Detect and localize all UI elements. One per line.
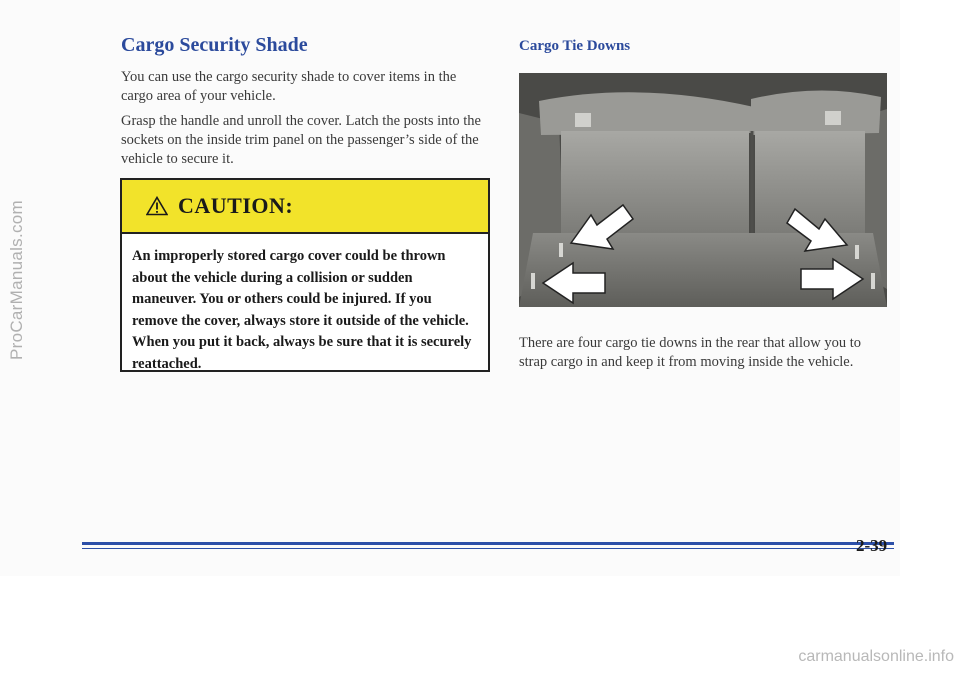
paragraph-shade-instructions: Grasp the handle and unroll the cover. Latch the posts into the sockets on the inside trim panel on the passenger’s side of the vehicle to secure it. (121, 113, 481, 167)
cargo-area-illustration (519, 73, 887, 307)
side-watermark-text: ProCarManuals.com (7, 199, 27, 361)
paragraph-shade-intro: You can use the cargo security shade to cover items in the cargo area of your vehicle. (121, 69, 457, 104)
side-watermark (4, 100, 30, 460)
caution-box (120, 178, 490, 372)
warning-triangle-icon (146, 196, 168, 216)
cargo-tie-downs-photo (519, 73, 887, 307)
footer-rule-thin (82, 548, 894, 549)
bottom-watermark: carmanualsonline.info (798, 648, 954, 665)
caution-text: An improperly stored cargo cover could be thrown about the vehicle during a collision or sudden maneuver. You or others could be injured. If you remove the cover, always store it outside of the vehicle. When you put it back, always be sure that it is securely reattached. (132, 248, 472, 372)
caution-header (122, 180, 488, 234)
section-title-cargo-tie-downs: Cargo Tie Downs (519, 38, 631, 54)
paragraph-tie-downs: There are four cargo tie downs in the rear that allow you to strap cargo in and keep it from moving inside the vehicle. (519, 335, 861, 370)
section-title-cargo-security-shade: Cargo Security Shade (121, 34, 308, 56)
page-number: 2-39 (856, 536, 888, 555)
footer-rule-thick (82, 542, 894, 545)
caution-title: CAUTION: (178, 193, 294, 218)
